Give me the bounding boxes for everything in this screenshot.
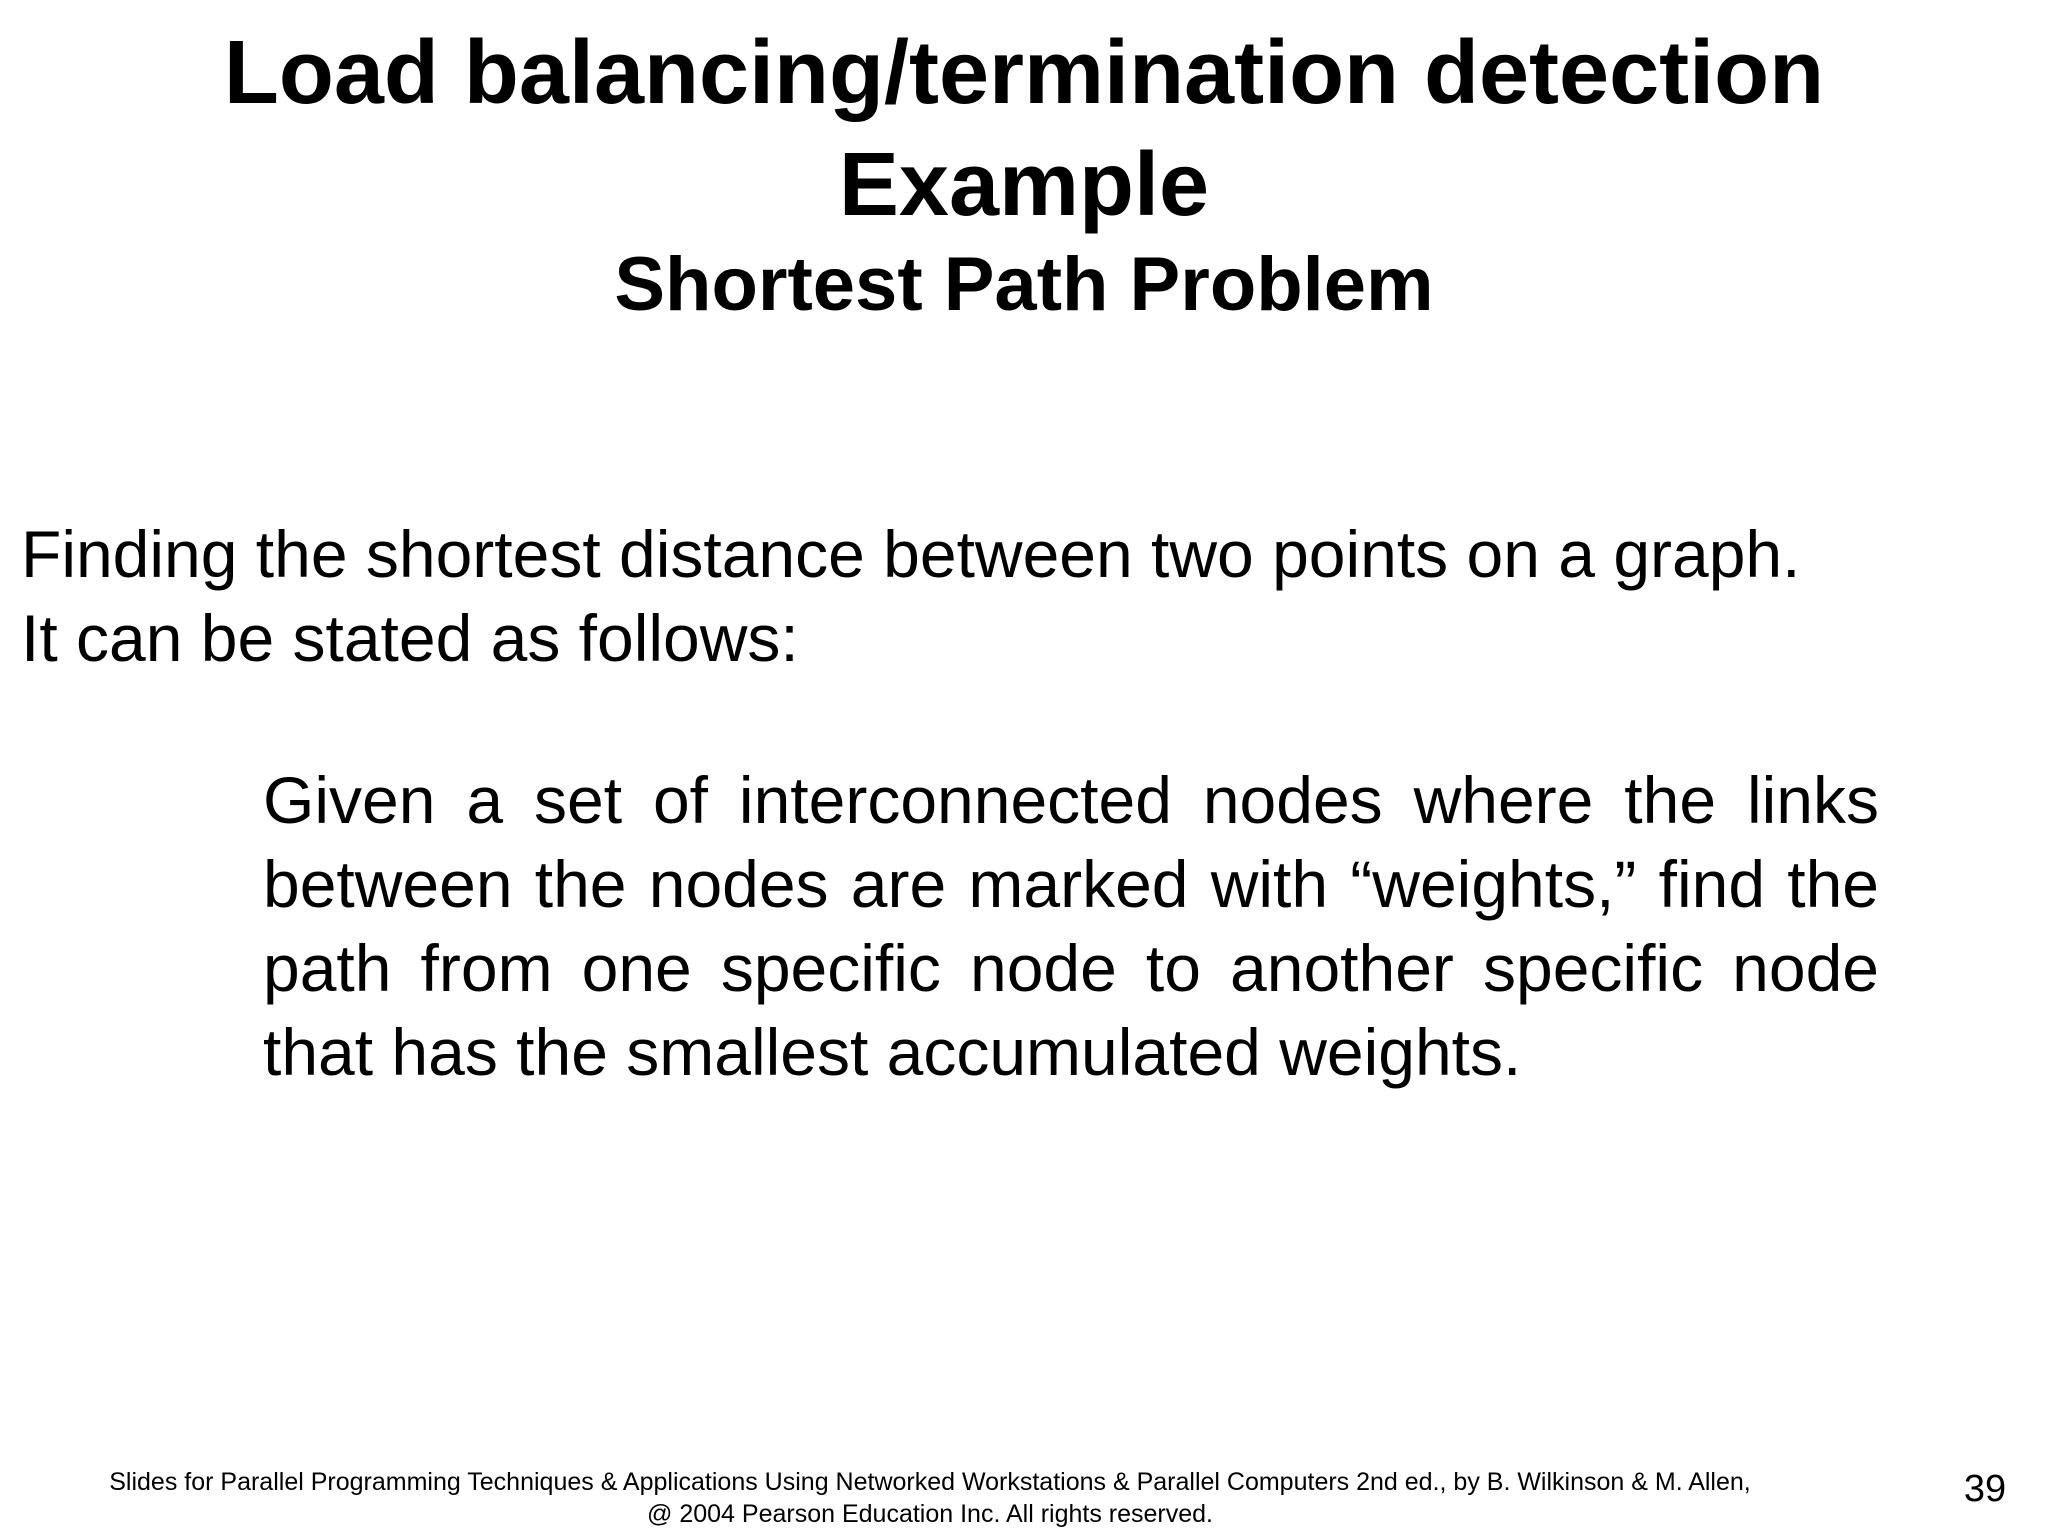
intro-line-1: Finding the shortest distance between two points on a graph. <box>21 517 1801 591</box>
footer-line-1: Slides for Parallel Programming Techniques & Applications Using Networked Workstations & Parallel Computers 2nd ed., by B. Wilkinson & M. Allen, <box>109 1468 1751 1496</box>
intro-paragraph <box>21 512 2001 680</box>
definition-paragraph: Given a set of interconnected nodes where the links between the nodes are marked with “weights,” find the path from one specific node to another specific node that has the smallest accumulated weights. <box>263 763 1879 1089</box>
intro-line-2: It can be stated as follows: <box>21 601 799 675</box>
slide-title-line-1: Load balancing/termination detection <box>223 23 1825 123</box>
slide-title-line-2: Example <box>838 135 1210 235</box>
footer-line-2: @ 2004 Pearson Education Inc. All rights reserved. <box>647 1500 1213 1528</box>
page-number: 39 <box>1963 1468 2007 1510</box>
slide-footer <box>0 1466 1860 1530</box>
slide-subtitle: Shortest Path Problem <box>614 242 1434 327</box>
